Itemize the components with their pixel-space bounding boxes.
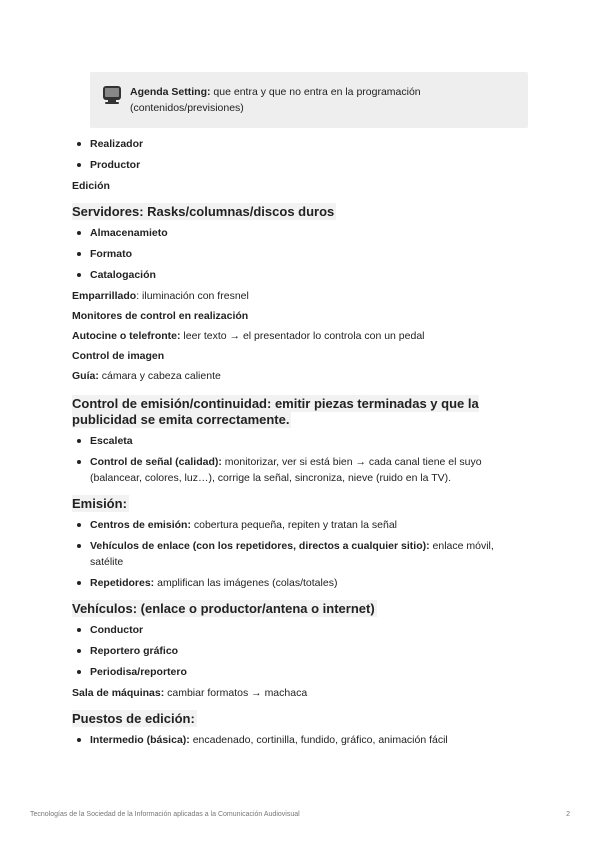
list-item: Realizador [72, 136, 528, 152]
footer-course-title: Tecnologías de la Sociedad de la Información aplicadas a la Comunicación Audiovisual [30, 811, 300, 818]
monitor-icon [102, 85, 122, 105]
callout-body: que entra y que no entra en la programación (contenidos/previsiones) [130, 86, 421, 114]
edicion-label: Edición [72, 180, 110, 192]
callout-text [130, 84, 514, 116]
list-item: Control de señal (calidad): monitorizar, ver si está bien → cada canal tiene el suyo (balancear, colores, luz…), corrige la señal, sincroniza, nieve (ruido en la TV). [72, 454, 528, 486]
callout-title: Agenda Setting: [130, 86, 211, 98]
list-item: Centros de emisión: cobertura pequeña, repiten y tratan la señal [72, 517, 528, 533]
list-item: Vehículos de enlace (con los repetidores, directos a cualquier sitio): enlace móvil, satélite [72, 538, 528, 570]
list-item: Almacenamieto [72, 225, 528, 241]
page-footer [30, 811, 570, 818]
servidores-list [72, 225, 528, 283]
list-item: Catalogación [72, 267, 528, 283]
emision-list [72, 517, 528, 591]
section-heading-vehiculos: Vehículos: (enlace o productor/antena o internet) [72, 601, 375, 616]
callout-box [90, 72, 528, 128]
list-item: Escaleta [72, 433, 528, 449]
list-item: Reportero gráfico [72, 643, 528, 659]
puestos-list [72, 732, 528, 748]
guia-line: Guía: cámara y cabeza caliente [72, 370, 221, 382]
list-item: Formato [72, 246, 528, 262]
document-body [72, 72, 528, 753]
section-heading-emision: Emisión: [72, 496, 127, 511]
list-item: Repetidores: amplifican las imágenes (colas/totales) [72, 575, 528, 591]
vehiculos-list [72, 622, 528, 680]
section-heading-puestos: Puestos de edición: [72, 711, 195, 726]
list-item: Periodisa/reportero [72, 664, 528, 680]
list-item: Intermedio (básica): encadenado, cortinilla, fundido, gráfico, animación fácil [72, 732, 528, 748]
list-item: Productor [72, 157, 528, 173]
sala-line: Sala de máquinas: cambiar formatos → machaca [72, 687, 308, 699]
list-item: Conductor [72, 622, 528, 638]
autocine-line: Autocine o telefronte: leer texto → el presentador lo controla con un pedal [72, 330, 425, 342]
monitores-line: Monitores de control en realización [72, 310, 249, 322]
section-heading-control: Control de emisión/continuidad: emitir piezas terminadas y que la publicidad se emita correctamente. [72, 396, 479, 427]
control-imagen-line: Control de imagen [72, 350, 165, 362]
page-number: 2 [566, 811, 570, 818]
section-heading-servidores: Servidores: Rasks/columnas/discos duros [72, 204, 335, 219]
control-list [72, 433, 528, 486]
emparrillado-line: Emparrillado: iluminación con fresnel [72, 290, 249, 302]
roles-list [72, 136, 528, 173]
